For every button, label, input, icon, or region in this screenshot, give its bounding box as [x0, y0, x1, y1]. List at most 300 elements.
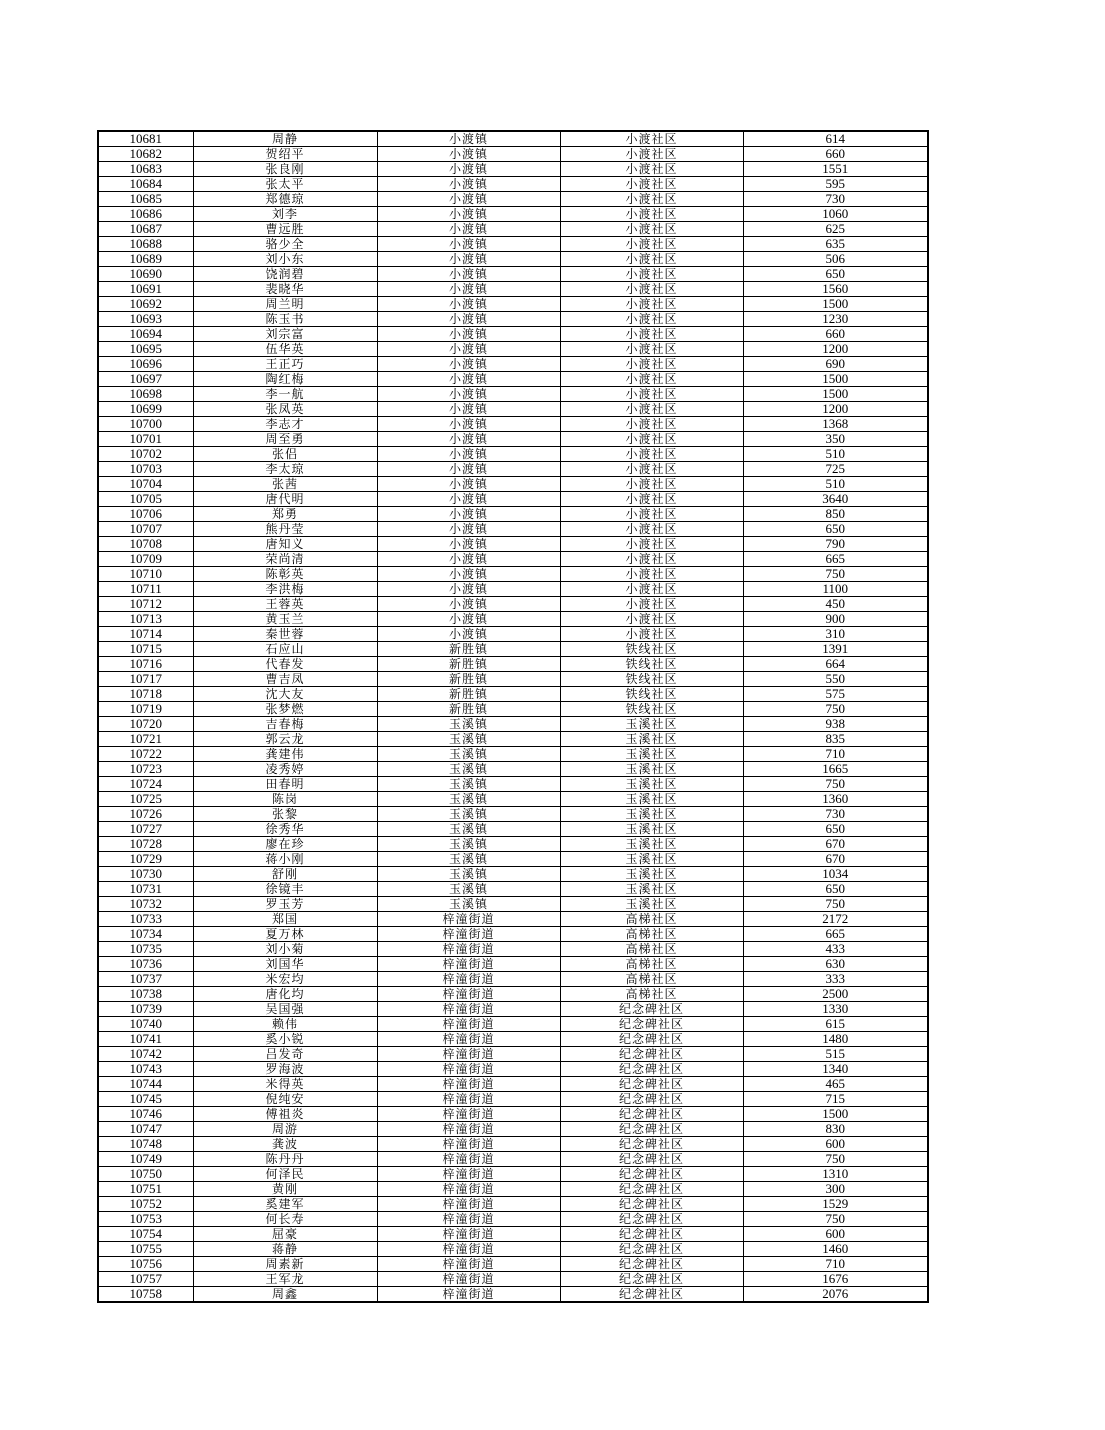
name-cell: 唐知义 — [193, 537, 377, 552]
town-cell: 梓潼街道 — [377, 1227, 560, 1242]
name-cell: 徐秀华 — [193, 822, 377, 837]
name-cell: 王蓉英 — [193, 597, 377, 612]
amount-cell: 515 — [743, 1047, 928, 1062]
community-cell: 小渡社区 — [560, 372, 743, 387]
amount-cell: 665 — [743, 927, 928, 942]
town-cell: 玉溪镇 — [377, 792, 560, 807]
town-cell: 小渡镇 — [377, 387, 560, 402]
community-cell: 小渡社区 — [560, 462, 743, 477]
name-cell: 蒋静 — [193, 1242, 377, 1257]
community-cell: 小渡社区 — [560, 267, 743, 282]
town-cell: 小渡镇 — [377, 537, 560, 552]
name-cell: 刘小菊 — [193, 942, 377, 957]
community-cell: 铁线社区 — [560, 672, 743, 687]
record-id-cell: 10707 — [98, 522, 193, 537]
record-id-cell: 10757 — [98, 1272, 193, 1287]
record-id-cell: 10720 — [98, 717, 193, 732]
community-cell: 玉溪社区 — [560, 837, 743, 852]
community-cell: 纪念碑社区 — [560, 1212, 743, 1227]
town-cell: 小渡镇 — [377, 372, 560, 387]
record-id-cell: 10725 — [98, 792, 193, 807]
name-cell: 罗玉芳 — [193, 897, 377, 912]
table-row — [98, 177, 928, 192]
name-cell: 陈岗 — [193, 792, 377, 807]
table-row — [98, 627, 928, 642]
name-cell: 龚建伟 — [193, 747, 377, 762]
amount-cell: 614 — [743, 131, 928, 147]
table-row — [98, 612, 928, 627]
amount-cell: 1060 — [743, 207, 928, 222]
record-id-cell: 10706 — [98, 507, 193, 522]
community-cell: 小渡社区 — [560, 402, 743, 417]
amount-cell: 510 — [743, 447, 928, 462]
amount-cell: 850 — [743, 507, 928, 522]
name-cell: 黄玉兰 — [193, 612, 377, 627]
record-id-cell: 10723 — [98, 762, 193, 777]
town-cell: 梓潼街道 — [377, 1197, 560, 1212]
town-cell: 玉溪镇 — [377, 852, 560, 867]
community-cell: 小渡社区 — [560, 417, 743, 432]
community-cell: 玉溪社区 — [560, 777, 743, 792]
name-cell: 廖在珍 — [193, 837, 377, 852]
amount-cell: 1551 — [743, 162, 928, 177]
amount-cell: 1310 — [743, 1167, 928, 1182]
amount-cell: 350 — [743, 432, 928, 447]
name-cell: 李太琼 — [193, 462, 377, 477]
name-cell: 石应山 — [193, 642, 377, 657]
town-cell: 玉溪镇 — [377, 807, 560, 822]
amount-cell: 510 — [743, 477, 928, 492]
community-cell: 玉溪社区 — [560, 732, 743, 747]
table-row — [98, 1257, 928, 1272]
town-cell: 梓潼街道 — [377, 987, 560, 1002]
community-cell: 小渡社区 — [560, 552, 743, 567]
name-cell: 秦世蓉 — [193, 627, 377, 642]
table-row — [98, 1062, 928, 1077]
town-cell: 梓潼街道 — [377, 957, 560, 972]
table-row — [98, 597, 928, 612]
name-cell: 田春明 — [193, 777, 377, 792]
community-cell: 玉溪社区 — [560, 867, 743, 882]
amount-cell: 450 — [743, 597, 928, 612]
record-id-cell: 10702 — [98, 447, 193, 462]
name-cell: 周鑫 — [193, 1287, 377, 1303]
record-id-cell: 10721 — [98, 732, 193, 747]
name-cell: 黄刚 — [193, 1182, 377, 1197]
community-cell: 小渡社区 — [560, 327, 743, 342]
record-id-cell: 10697 — [98, 372, 193, 387]
name-cell: 周素新 — [193, 1257, 377, 1272]
community-cell: 小渡社区 — [560, 177, 743, 192]
town-cell: 梓潼街道 — [377, 1257, 560, 1272]
amount-cell: 600 — [743, 1137, 928, 1152]
amount-cell: 690 — [743, 357, 928, 372]
town-cell: 小渡镇 — [377, 297, 560, 312]
table-row — [98, 1107, 928, 1122]
table-row — [98, 792, 928, 807]
record-id-cell: 10752 — [98, 1197, 193, 1212]
record-id-cell: 10694 — [98, 327, 193, 342]
record-id-cell: 10703 — [98, 462, 193, 477]
community-cell: 纪念碑社区 — [560, 1137, 743, 1152]
community-cell: 纪念碑社区 — [560, 1167, 743, 1182]
name-cell: 吉春梅 — [193, 717, 377, 732]
record-id-cell: 10691 — [98, 282, 193, 297]
community-cell: 小渡社区 — [560, 297, 743, 312]
community-cell: 高梯社区 — [560, 942, 743, 957]
amount-cell: 900 — [743, 612, 928, 627]
table-row — [98, 342, 928, 357]
amount-cell: 550 — [743, 672, 928, 687]
town-cell: 梓潼街道 — [377, 1287, 560, 1303]
amount-cell: 1500 — [743, 297, 928, 312]
community-cell: 小渡社区 — [560, 492, 743, 507]
table-row — [98, 1212, 928, 1227]
community-cell: 纪念碑社区 — [560, 1272, 743, 1287]
town-cell: 玉溪镇 — [377, 717, 560, 732]
record-id-cell: 10693 — [98, 312, 193, 327]
town-cell: 玉溪镇 — [377, 882, 560, 897]
name-cell: 曹远胜 — [193, 222, 377, 237]
town-cell: 梓潼街道 — [377, 1167, 560, 1182]
community-cell: 高梯社区 — [560, 987, 743, 1002]
amount-cell: 595 — [743, 177, 928, 192]
name-cell: 吴国强 — [193, 1002, 377, 1017]
record-id-cell: 10698 — [98, 387, 193, 402]
town-cell: 小渡镇 — [377, 312, 560, 327]
community-cell: 高梯社区 — [560, 927, 743, 942]
name-cell: 奚小锐 — [193, 1032, 377, 1047]
town-cell: 小渡镇 — [377, 522, 560, 537]
record-id-cell: 10739 — [98, 1002, 193, 1017]
table-row — [98, 237, 928, 252]
town-cell: 梓潼街道 — [377, 1047, 560, 1062]
amount-cell: 938 — [743, 717, 928, 732]
table-row — [98, 957, 928, 972]
town-cell: 玉溪镇 — [377, 762, 560, 777]
community-cell: 纪念碑社区 — [560, 1242, 743, 1257]
amount-cell: 750 — [743, 567, 928, 582]
table-row — [98, 267, 928, 282]
name-cell: 饶润碧 — [193, 267, 377, 282]
table-row — [98, 312, 928, 327]
town-cell: 小渡镇 — [377, 131, 560, 147]
table-row — [98, 867, 928, 882]
name-cell: 何长寿 — [193, 1212, 377, 1227]
table-row — [98, 1077, 928, 1092]
table-row — [98, 1032, 928, 1047]
amount-cell: 575 — [743, 687, 928, 702]
town-cell: 玉溪镇 — [377, 732, 560, 747]
amount-cell: 465 — [743, 1077, 928, 1092]
town-cell: 玉溪镇 — [377, 747, 560, 762]
amount-cell: 750 — [743, 1212, 928, 1227]
record-id-cell: 10731 — [98, 882, 193, 897]
table-row — [98, 387, 928, 402]
town-cell: 新胜镇 — [377, 657, 560, 672]
town-cell: 梓潼街道 — [377, 1032, 560, 1047]
table-row — [98, 882, 928, 897]
table-row — [98, 732, 928, 747]
record-id-cell: 10737 — [98, 972, 193, 987]
record-id-cell: 10705 — [98, 492, 193, 507]
name-cell: 傅祖炎 — [193, 1107, 377, 1122]
amount-cell: 2076 — [743, 1287, 928, 1303]
community-cell: 小渡社区 — [560, 537, 743, 552]
table-row — [98, 477, 928, 492]
table-row — [98, 972, 928, 987]
table-row — [98, 297, 928, 312]
amount-cell: 1368 — [743, 417, 928, 432]
record-id-cell: 10741 — [98, 1032, 193, 1047]
amount-cell: 650 — [743, 267, 928, 282]
table-row — [98, 131, 928, 147]
community-cell: 玉溪社区 — [560, 852, 743, 867]
community-cell: 小渡社区 — [560, 237, 743, 252]
community-cell: 纪念碑社区 — [560, 1092, 743, 1107]
table-row — [98, 852, 928, 867]
record-id-cell: 10744 — [98, 1077, 193, 1092]
community-cell: 纪念碑社区 — [560, 1197, 743, 1212]
name-cell: 陈彰英 — [193, 567, 377, 582]
amount-cell: 1480 — [743, 1032, 928, 1047]
table-row — [98, 1227, 928, 1242]
amount-cell: 750 — [743, 702, 928, 717]
record-id-cell: 10687 — [98, 222, 193, 237]
amount-cell: 1460 — [743, 1242, 928, 1257]
table-row — [98, 912, 928, 927]
community-cell: 纪念碑社区 — [560, 1017, 743, 1032]
record-id-cell: 10681 — [98, 131, 193, 147]
record-id-cell: 10684 — [98, 177, 193, 192]
name-cell: 刘宗富 — [193, 327, 377, 342]
amount-cell: 2500 — [743, 987, 928, 1002]
amount-cell: 1330 — [743, 1002, 928, 1017]
amount-cell: 1360 — [743, 792, 928, 807]
community-cell: 小渡社区 — [560, 597, 743, 612]
town-cell: 小渡镇 — [377, 432, 560, 447]
record-id-cell: 10735 — [98, 942, 193, 957]
table-row — [98, 777, 928, 792]
name-cell: 张凤英 — [193, 402, 377, 417]
town-cell: 梓潼街道 — [377, 942, 560, 957]
record-id-cell: 10717 — [98, 672, 193, 687]
community-cell: 玉溪社区 — [560, 762, 743, 777]
town-cell: 小渡镇 — [377, 567, 560, 582]
name-cell: 裴晓华 — [193, 282, 377, 297]
town-cell: 新胜镇 — [377, 672, 560, 687]
community-cell: 小渡社区 — [560, 131, 743, 147]
record-id-cell: 10686 — [98, 207, 193, 222]
record-id-cell: 10695 — [98, 342, 193, 357]
table-row — [98, 1167, 928, 1182]
name-cell: 倪纯安 — [193, 1092, 377, 1107]
table-row — [98, 222, 928, 237]
community-cell: 铁线社区 — [560, 657, 743, 672]
table-row — [98, 372, 928, 387]
amount-cell: 750 — [743, 897, 928, 912]
town-cell: 小渡镇 — [377, 327, 560, 342]
community-cell: 铁线社区 — [560, 702, 743, 717]
amount-cell: 630 — [743, 957, 928, 972]
table-row — [98, 507, 928, 522]
name-cell: 张梦燃 — [193, 702, 377, 717]
amount-cell: 750 — [743, 777, 928, 792]
town-cell: 梓潼街道 — [377, 1077, 560, 1092]
table-row — [98, 207, 928, 222]
town-cell: 小渡镇 — [377, 402, 560, 417]
record-id-cell: 10692 — [98, 297, 193, 312]
record-id-cell: 10724 — [98, 777, 193, 792]
name-cell: 张太平 — [193, 177, 377, 192]
name-cell: 陈丹丹 — [193, 1152, 377, 1167]
record-id-cell: 10699 — [98, 402, 193, 417]
record-id-cell: 10711 — [98, 582, 193, 597]
town-cell: 小渡镇 — [377, 252, 560, 267]
community-cell: 玉溪社区 — [560, 792, 743, 807]
name-cell: 周兰明 — [193, 297, 377, 312]
name-cell: 舒刚 — [193, 867, 377, 882]
town-cell: 新胜镇 — [377, 702, 560, 717]
amount-cell: 715 — [743, 1092, 928, 1107]
amount-cell: 830 — [743, 1122, 928, 1137]
amount-cell: 506 — [743, 252, 928, 267]
name-cell: 曹吉凤 — [193, 672, 377, 687]
community-cell: 高梯社区 — [560, 912, 743, 927]
name-cell: 李一航 — [193, 387, 377, 402]
town-cell: 梓潼街道 — [377, 1212, 560, 1227]
community-cell: 纪念碑社区 — [560, 1107, 743, 1122]
table-row — [98, 162, 928, 177]
table-row — [98, 282, 928, 297]
amount-cell: 750 — [743, 1152, 928, 1167]
record-id-cell: 10722 — [98, 747, 193, 762]
town-cell: 小渡镇 — [377, 417, 560, 432]
table-row — [98, 1287, 928, 1303]
community-cell: 小渡社区 — [560, 252, 743, 267]
community-cell: 玉溪社区 — [560, 822, 743, 837]
name-cell: 米得英 — [193, 1077, 377, 1092]
town-cell: 梓潼街道 — [377, 1122, 560, 1137]
amount-cell: 1100 — [743, 582, 928, 597]
record-id-cell: 10727 — [98, 822, 193, 837]
name-cell: 郭云龙 — [193, 732, 377, 747]
table-row — [98, 552, 928, 567]
record-id-cell: 10715 — [98, 642, 193, 657]
town-cell: 小渡镇 — [377, 177, 560, 192]
table-row — [98, 432, 928, 447]
record-id-cell: 10716 — [98, 657, 193, 672]
community-cell: 小渡社区 — [560, 612, 743, 627]
amount-cell: 710 — [743, 747, 928, 762]
amount-cell: 835 — [743, 732, 928, 747]
record-id-cell: 10701 — [98, 432, 193, 447]
record-id-cell: 10726 — [98, 807, 193, 822]
amount-cell: 665 — [743, 552, 928, 567]
table-row — [98, 417, 928, 432]
record-id-cell: 10709 — [98, 552, 193, 567]
community-cell: 小渡社区 — [560, 627, 743, 642]
community-cell: 玉溪社区 — [560, 747, 743, 762]
name-cell: 刘国华 — [193, 957, 377, 972]
amount-cell: 625 — [743, 222, 928, 237]
town-cell: 小渡镇 — [377, 282, 560, 297]
name-cell: 沈大友 — [193, 687, 377, 702]
amount-cell: 1665 — [743, 762, 928, 777]
table-row — [98, 642, 928, 657]
table-row — [98, 672, 928, 687]
table-row — [98, 747, 928, 762]
record-id-cell: 10742 — [98, 1047, 193, 1062]
community-cell: 玉溪社区 — [560, 882, 743, 897]
record-id-cell: 10719 — [98, 702, 193, 717]
record-id-cell: 10753 — [98, 1212, 193, 1227]
amount-cell: 1391 — [743, 642, 928, 657]
community-cell: 纪念碑社区 — [560, 1152, 743, 1167]
community-cell: 小渡社区 — [560, 432, 743, 447]
community-cell: 纪念碑社区 — [560, 1032, 743, 1047]
name-cell: 赖伟 — [193, 1017, 377, 1032]
town-cell: 小渡镇 — [377, 207, 560, 222]
record-id-cell: 10689 — [98, 252, 193, 267]
name-cell: 李洪梅 — [193, 582, 377, 597]
table-row — [98, 822, 928, 837]
record-id-cell: 10700 — [98, 417, 193, 432]
community-cell: 小渡社区 — [560, 312, 743, 327]
amount-cell: 730 — [743, 807, 928, 822]
name-cell: 骆少全 — [193, 237, 377, 252]
table-row — [98, 327, 928, 342]
amount-cell: 433 — [743, 942, 928, 957]
table-row — [98, 447, 928, 462]
table-row — [98, 807, 928, 822]
amount-cell: 1676 — [743, 1272, 928, 1287]
name-cell: 张侣 — [193, 447, 377, 462]
table-row — [98, 582, 928, 597]
table-row — [98, 837, 928, 852]
amount-cell: 333 — [743, 972, 928, 987]
table-row — [98, 537, 928, 552]
table-row — [98, 147, 928, 162]
town-cell: 小渡镇 — [377, 267, 560, 282]
town-cell: 小渡镇 — [377, 492, 560, 507]
table-row — [98, 1272, 928, 1287]
name-cell: 吕发奇 — [193, 1047, 377, 1062]
community-cell: 小渡社区 — [560, 162, 743, 177]
name-cell: 伍华英 — [193, 342, 377, 357]
town-cell: 小渡镇 — [377, 477, 560, 492]
name-cell: 王正巧 — [193, 357, 377, 372]
table-row — [98, 252, 928, 267]
community-cell: 小渡社区 — [560, 207, 743, 222]
town-cell: 梓潼街道 — [377, 1152, 560, 1167]
town-cell: 新胜镇 — [377, 687, 560, 702]
table-row — [98, 687, 928, 702]
record-id-cell: 10743 — [98, 1062, 193, 1077]
name-cell: 奚建军 — [193, 1197, 377, 1212]
town-cell: 小渡镇 — [377, 507, 560, 522]
community-cell: 小渡社区 — [560, 477, 743, 492]
table-row — [98, 1017, 928, 1032]
amount-cell: 1500 — [743, 372, 928, 387]
record-id-cell: 10738 — [98, 987, 193, 1002]
name-cell: 何泽民 — [193, 1167, 377, 1182]
town-cell: 小渡镇 — [377, 612, 560, 627]
name-cell: 龚波 — [193, 1137, 377, 1152]
community-cell: 小渡社区 — [560, 507, 743, 522]
name-cell: 张良刚 — [193, 162, 377, 177]
name-cell: 刘小东 — [193, 252, 377, 267]
